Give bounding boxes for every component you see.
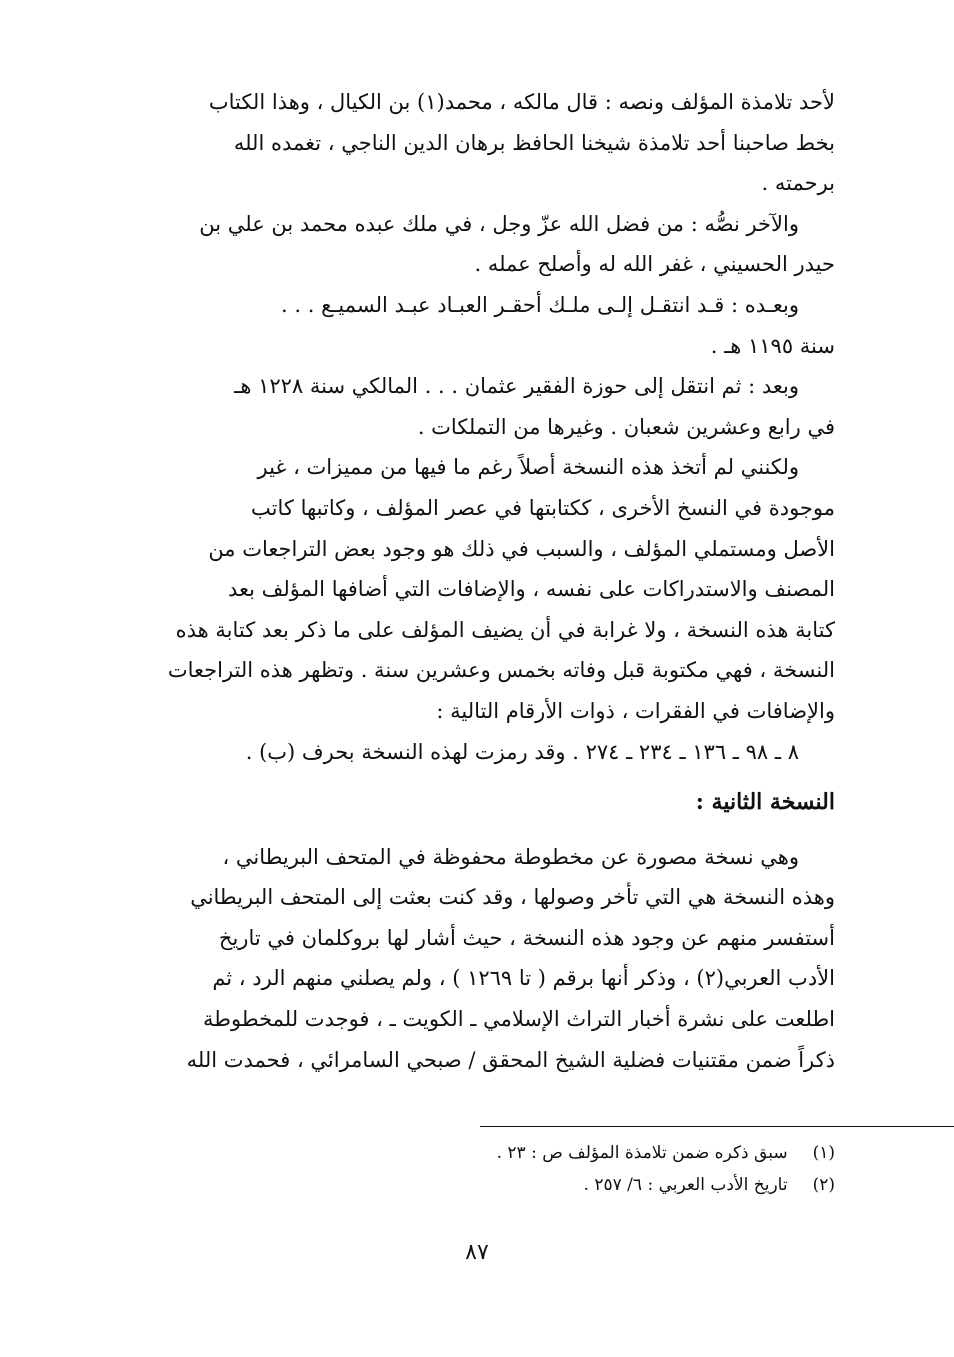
text-line: سنة ١١٩٥ هـ .	[710, 333, 835, 358]
text-line: بخط صاحبنا أحد تلامذة شيخنا الحافظ برهان الدين الناجي ، تغمده الله	[233, 130, 835, 155]
footnote-number: (٢)	[812, 1175, 835, 1195]
text-line: في رابع وعشرين شعبان . وغيرها من التملكات .	[417, 414, 835, 439]
text-line: وبعد : ثم انتقل إلى حوزة الفقير عثمان . . . المالكي سنة ١٢٢٨ هـ	[234, 374, 799, 399]
paragraph-3	[125, 285, 835, 366]
text-line: ولكنني لم أتخذ هذه النسخة أصلاً رغم ما فيها من مميزات ، غير	[257, 455, 799, 480]
footnote-number: (١)	[812, 1143, 835, 1163]
text-line: حيدر الحسيني ، غفر الله له وأصلح عمله .	[474, 252, 835, 277]
text-line: والإضافات في الفقرات ، ذوات الأرقام التالية :	[436, 698, 835, 723]
text-line: المصنف والاستدراكات على نفسه ، والإضافات التي أضافها المؤلف بعد	[227, 577, 835, 602]
footnote-separator	[480, 1126, 954, 1127]
footnote-2	[125, 1169, 835, 1201]
text-line: الأدب العربي(٢) ، وذكر أنها برقم ( تا ١٢٦٩ ) ، ولم يصلني منهم الرد ، ثم	[212, 966, 835, 991]
footnote-text: سبق ذكره ضمن تلامذة المؤلف ص : ٢٣ .	[496, 1143, 788, 1163]
text-line: ٨ ـ ٩٨ ـ ١٣٦ ـ ٢٣٤ ـ ٢٧٤ . وقد رمزت لهذه النسخة بحرف (ب) .	[245, 739, 799, 764]
text-line: لأحد تلامذة المؤلف ونصه : قال مالكه ، محمد(١) بن الكيال ، وهذا الكتاب	[208, 90, 835, 114]
main-text	[125, 82, 835, 1080]
paragraph-6	[125, 732, 835, 773]
text-line: وبعـده : قـد انتقـل إلـى ملـك أحقـر العبـاد عبـد السميـع . . .	[281, 292, 799, 317]
text-line: برحمته .	[761, 171, 835, 196]
paragraph-2	[125, 204, 835, 285]
paragraph-7	[125, 837, 835, 1081]
paragraph-1	[125, 82, 835, 204]
text-line: والآخر نصُّه : من فضل الله عزّ وجل ، في ملك عبده محمد بن علي بن	[199, 211, 799, 236]
text-line: أستفسر منهم عن وجود هذه النسخة ، حيث أشار لها بروكلمان في تاريخ	[218, 925, 835, 950]
text-line: كتابة هذه النسخة ، ولا غرابة في أن يضيف المؤلف على ما ذكر بعد كتابة هذه	[175, 617, 835, 642]
text-line: موجودة في النسخ الأخرى ، ككتابتها في عصر المؤلف ، وكاتبها كاتب	[251, 495, 835, 520]
section-heading: النسخة الثانية :	[695, 789, 835, 816]
text-line: اطلعت على نشرة أخبار التراث الإسلامي ـ الكويت ـ ، فوجدت للمخطوطة	[203, 1007, 835, 1032]
paragraph-5	[125, 447, 835, 731]
text-line: النسخة ، فهي مكتوبة قبل وفاته بخمس وعشرين سنة . وتظهر هذه التراجعات	[167, 658, 835, 683]
page-number: ٨٧	[465, 1240, 489, 1265]
paragraph-4	[125, 366, 835, 447]
footnotes	[125, 1137, 835, 1201]
text-line: ذكراً ضمن مقتنيات فضلية الشيخ المحقق / صبحي السامرائي ، فحمدت الله	[186, 1047, 835, 1072]
text-line: وهذه النسخة هي التي تأخر وصولها ، وقد كنت بعثت إلى المتحف البريطاني	[190, 885, 835, 910]
footnote-text: تاريخ الأدب العربي : ٦/ ٢٥٧ .	[583, 1175, 788, 1195]
footnote-1	[125, 1137, 835, 1169]
text-line: الأصل ومستملي المؤلف ، والسبب في ذلك هو وجود بعض التراجعات من	[208, 536, 835, 561]
text-line: وهي نسخة مصورة عن مخطوطة محفوظة في المتحف البريطاني ،	[222, 844, 799, 869]
